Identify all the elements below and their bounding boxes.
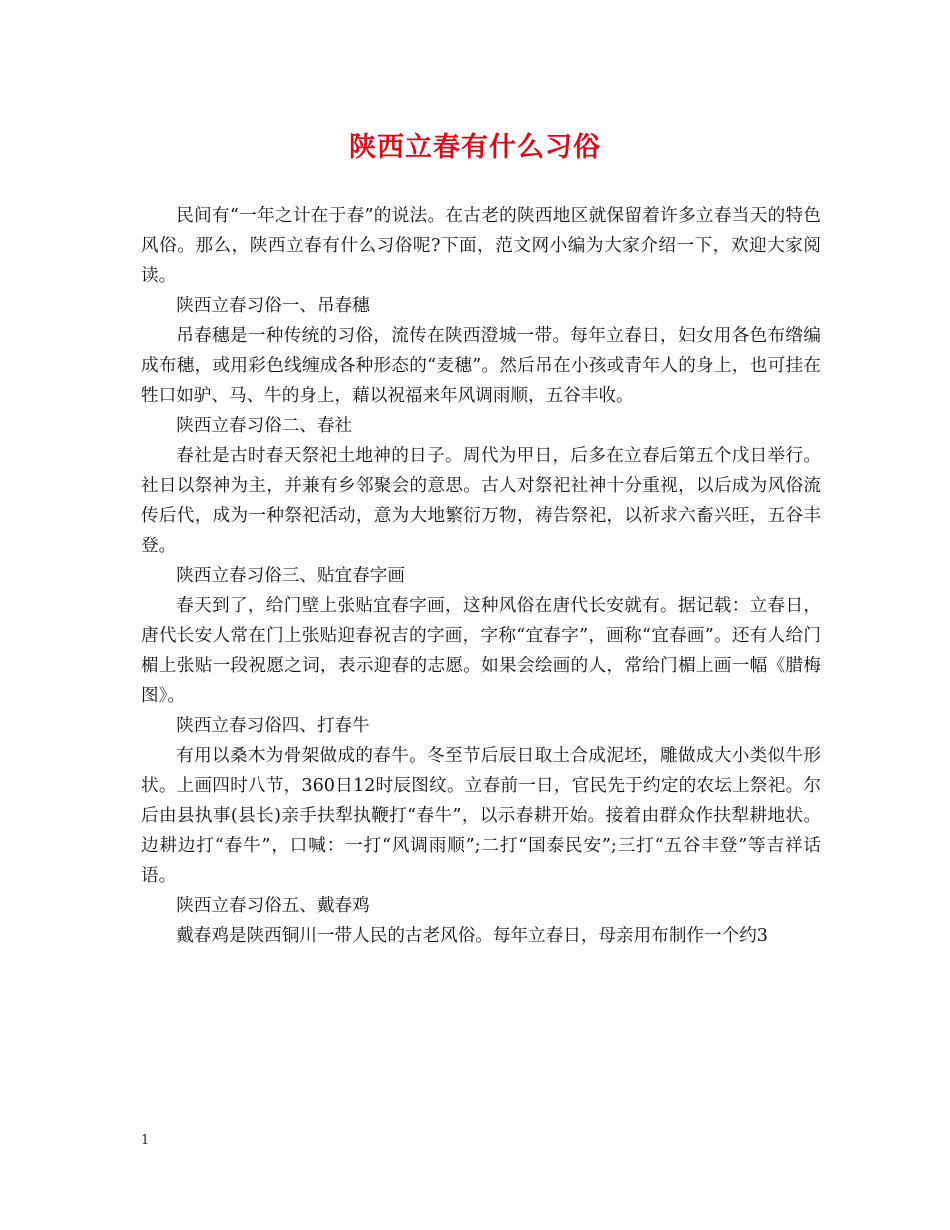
section-heading-1: 陕西立春习俗一、吊春穗 <box>176 296 370 316</box>
section-paragraph-2: 春社是古时春天祭祀土地神的日子。周代为甲日，后多在立春后第五个戊日举行。社日以祭神为主，并兼有乡邻聚会的意思。古人对祭祀社神十分重视，以后成为风俗流传后代，成为一种祭祀活动，意为大地繁衍万物，祷告祭祀，以祈求六畜兴旺，五谷丰登。 <box>141 446 821 556</box>
section-paragraph-3: 春天到了，给门壁上张贴宜春字画，这种风俗在唐代长安就有。据记载：立春日，唐代长安人常在门上张贴迎春祝吉的字画，字称“宜春字”，画称“宜春画”。还有人给门楣上张贴一段祝愿之词，表示迎春的志愿。如果会绘画的人，常给门楣上画一幅《腊梅图》。 <box>141 596 821 706</box>
section-heading-5: 陕西立春习俗五、戴春鸡 <box>176 896 370 916</box>
section-paragraph-5: 戴春鸡是陕西铜川一带人民的古老风俗。每年立春日，母亲用布制作一个约3 <box>176 926 768 946</box>
page-number: 1 <box>141 1133 150 1148</box>
section-heading-2: 陕西立春习俗二、春社 <box>176 416 353 436</box>
section-paragraph-1: 吊春穗是一种传统的习俗，流传在陕西澄城一带。每年立春日，妇女用各色布绺编成布穗，或用彩色线缠成各种形态的“麦穗”。然后吊在小孩或青年人的身上，也可挂在牲口如驴、马、牛的身上，藉以祝福来年风调雨顺，五谷丰收。 <box>141 326 821 406</box>
document-title: 陕西立春有什么习俗 <box>349 132 601 163</box>
section-heading-4: 陕西立春习俗四、打春牛 <box>176 716 370 736</box>
section-paragraph-4: 有用以桑木为骨架做成的春牛。冬至节后辰日取土合成泥坯，雕做成大小类似牛形状。上画四时八节，360日12时辰图纹。立春前一日，官民先于约定的农坛上祭祀。尔后由县执事(县长)亲手扶犁执鞭打“春牛”，以示春耕开始。接着由群众作扶犁耕地状。边耕边打“春牛”，口喊：一打“风调雨顺”;二打“国泰民安”;三打“五谷丰登”等吉祥话语。 <box>141 746 821 886</box>
document-body <box>141 201 821 951</box>
section-heading-3: 陕西立春习俗三、贴宜春字画 <box>176 566 405 586</box>
intro-paragraph: 民间有“一年之计在于春”的说法。在古老的陕西地区就保留着许多立春当天的特色风俗。那么，陕西立春有什么习俗呢?下面，范文网小编为大家介绍一下，欢迎大家阅读。 <box>141 206 821 286</box>
